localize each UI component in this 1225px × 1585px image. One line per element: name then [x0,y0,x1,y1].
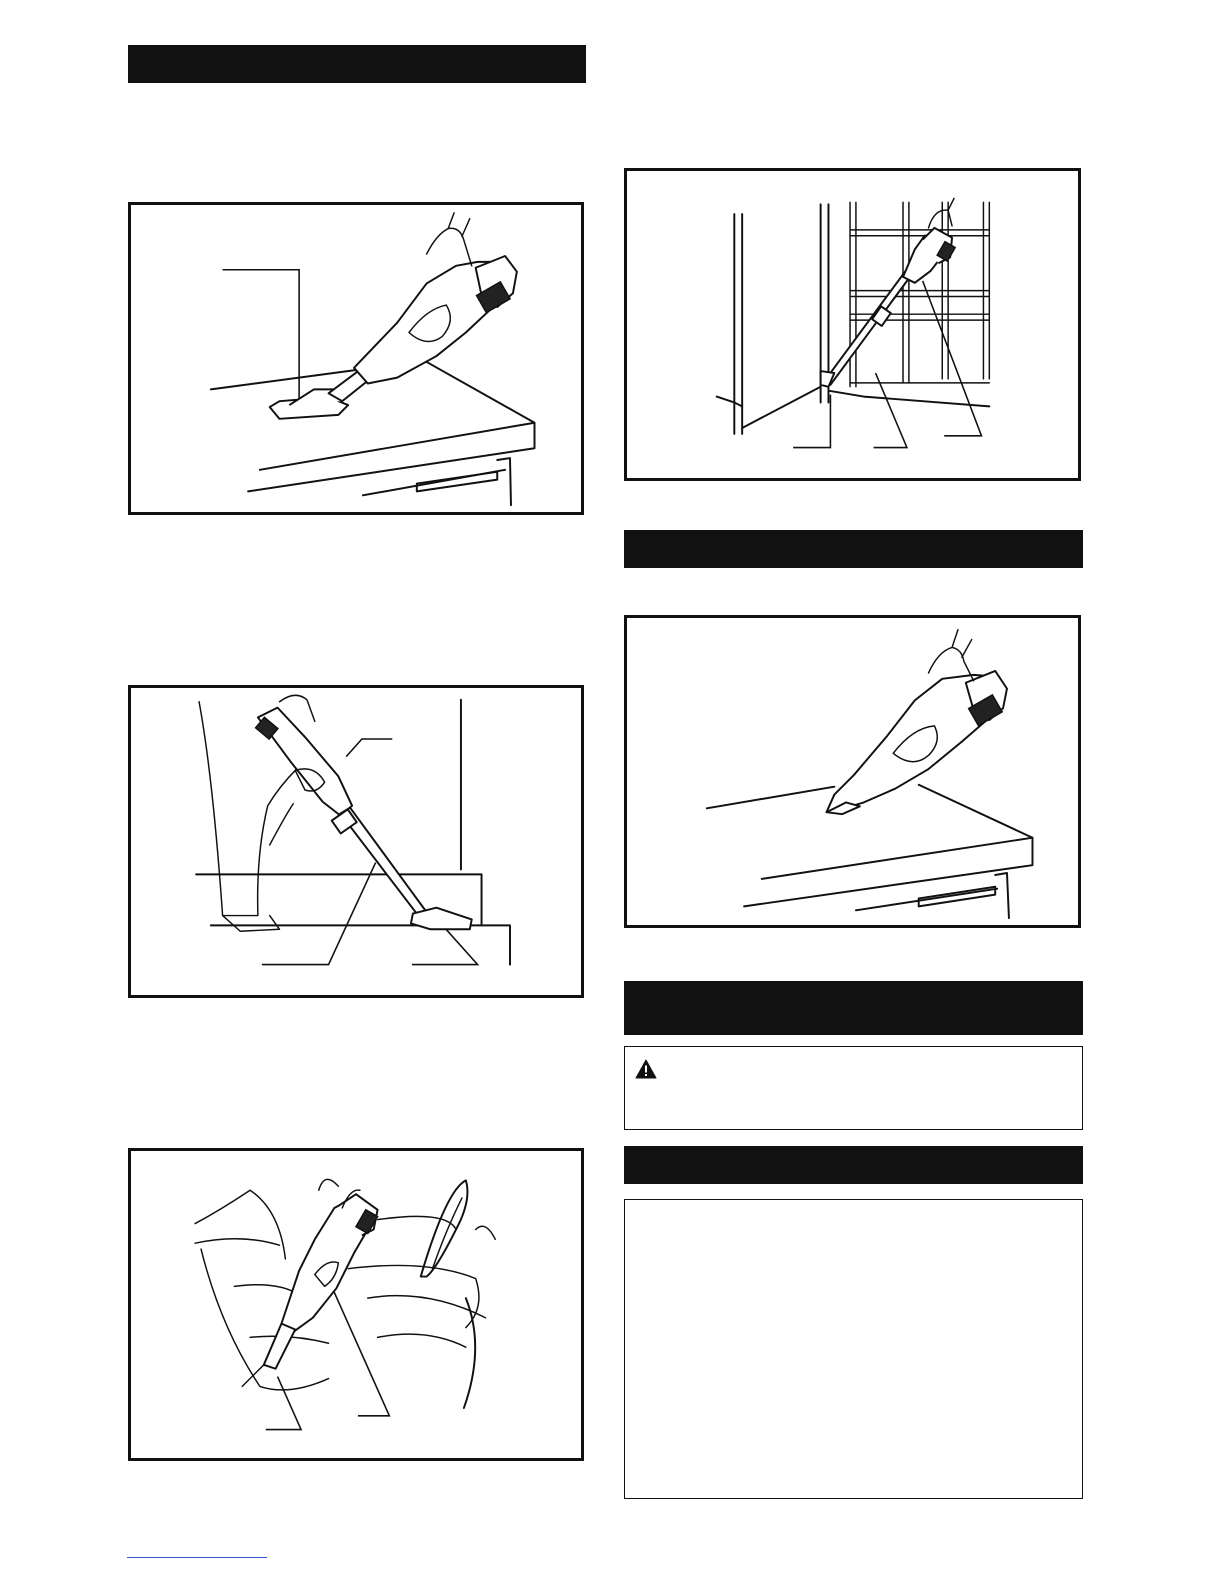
figure-extension-pipe-stairs [128,685,584,998]
figure-handheld-table [624,615,1081,928]
warning-triangle-icon [635,1059,657,1079]
section-header-bar [624,530,1083,568]
figure-corner-nozzle-car-seat [128,1148,584,1461]
section-header-bar [624,1146,1083,1184]
illustration-vacuum-stairs [131,688,581,995]
footer-link-underline[interactable] [127,1557,267,1558]
illustration-vacuum-car-seat [131,1151,581,1458]
illustration-vacuum-table [131,205,581,512]
figure-floor-nozzle-table [128,202,584,515]
warning-box [624,1046,1083,1130]
section-header-bar [624,981,1083,1035]
accessories-list-box [624,1199,1083,1499]
illustration-vacuum-window [627,171,1078,478]
figure-extension-corner-window [624,168,1081,481]
section-header-bar [128,45,586,83]
illustration-vacuum-handheld [627,618,1078,925]
